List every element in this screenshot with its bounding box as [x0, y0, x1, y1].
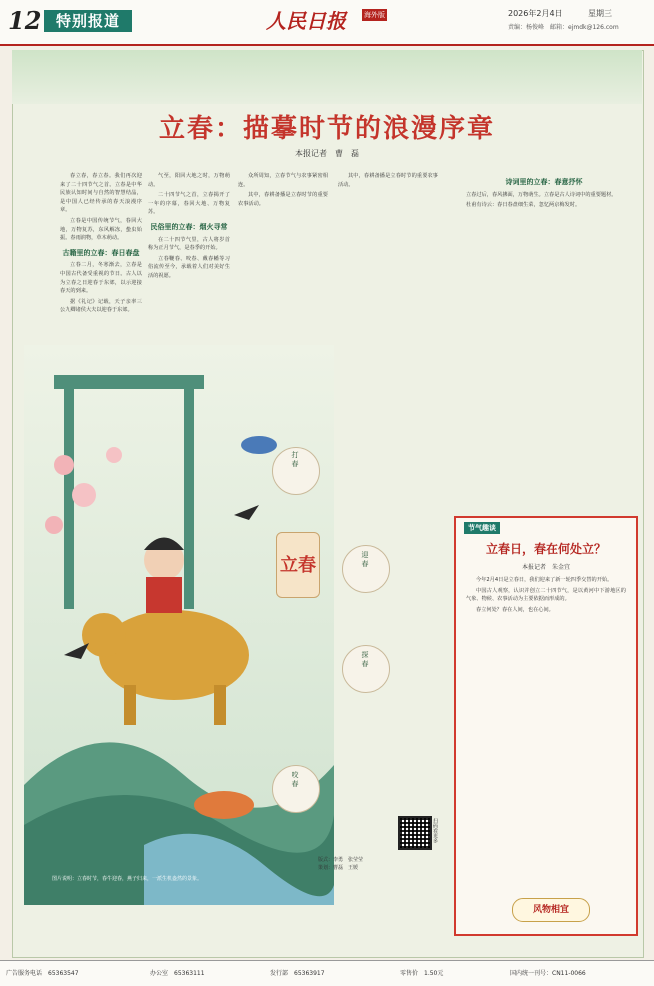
spring-banner [276, 532, 320, 598]
sidebar-title: 立春日，春在何处立？ [485, 542, 606, 556]
label-yaochun: 咬春 [291, 771, 299, 789]
paragraph: 立春二月，冬寒渐去，立春是中国古代备受重视的节日。古人以为立春之日迎春于东郊，以示迎接春天的到来。 [60, 262, 142, 295]
section-subhead: 民俗里的立春：烟火寻常 [150, 222, 228, 231]
label-yingchun: 迎春 [361, 551, 369, 569]
paragraph: 众所周知，立春节气与农事紧密相连。 [238, 173, 328, 188]
paragraph: 二十四节气之首，立春揭开了一年的序幕，春回大地、万物复苏。 [148, 192, 230, 216]
paragraph: 气至，阳回大地之时，万物萌动。 [148, 173, 230, 188]
footer-price: 零售价 1.50元 [400, 970, 444, 977]
article-title: 立春：描摹时节的浪漫序章 [158, 114, 495, 144]
sidebar-tag: 节气趣谈 [464, 522, 500, 534]
sidebar-article [454, 516, 638, 936]
image-caption: 图片说明：立春时节，春牛迎春，燕子归来，一派生机盎然的景象。 [52, 876, 203, 882]
sidebar-byline: 本报记者 朱金宜 [521, 564, 570, 571]
illustration-art [24, 345, 334, 905]
credit-plan: 策划：曹磊 王媛 [318, 865, 359, 871]
paragraph: 其中，春耕备播是立春时节的重要农事活动。 [238, 192, 328, 207]
page-number: 12 [8, 6, 42, 35]
sidebar-text [466, 576, 626, 876]
footer-ad-phone: 广告服务电话 65363547 [6, 970, 79, 977]
section-subhead: 诗词里的立春：春意抒怀 [505, 178, 583, 186]
paragraph: 立春是中国传统节气，春回大地，万物复苏，东风解冻，蛰虫始振。春雨润物，草木萌动。 [60, 217, 142, 242]
footer-bar [0, 960, 654, 986]
paragraph: 在二十四节气里，古人将岁首称为正月节气，是春季的开始。 [148, 236, 230, 252]
article-column-1 [60, 172, 142, 342]
credit-design: 版式：李勇 张莹莹 [318, 857, 364, 863]
paragraph: 其中，春耕备播是立春时节的重要农事活动。 [338, 173, 438, 188]
spring-banner-text: 立春 [280, 555, 316, 576]
decorative-top-band [12, 50, 642, 104]
issue-weekday: 星期三 [588, 9, 612, 18]
edition-tag: 海外版 [364, 11, 385, 19]
credits [318, 856, 363, 872]
editor-line: 责编：杨俊峰 邮箱：ejmdk@126.com [508, 24, 619, 31]
qr-note: 扫码看更多 [432, 818, 438, 843]
qr-code[interactable] [398, 816, 432, 850]
article-byline: 本报记者 曹 磊 [295, 149, 359, 158]
label-tanchun: 探春 [361, 651, 369, 669]
paper-name: 人民日报 [266, 9, 346, 33]
paragraph: 春立何处？春在人间，也在心间。 [476, 606, 554, 613]
article-column-5 [456, 172, 632, 502]
footer-issn: 国内统一刊号：CN11-0066 [510, 970, 586, 977]
paragraph: 春立春，春立春。我们再次迎来了二十四节气之首。立春是中华民族认知时间与自然的智慧结晶，是中国人已经传承的春天浪漫序章。 [60, 173, 142, 214]
section-badge: 特别报道 [44, 10, 132, 32]
label-dachun: 打春 [291, 451, 299, 469]
paragraph: 立春过后，春风拂面，万物萌生。立春是古人诗词中的重要题材。 [466, 191, 617, 198]
footer-distribution: 发行部 65363917 [270, 970, 325, 977]
paragraph: 今年2月4日是立春日，我们迎来了新一轮四季交替的开始。 [476, 577, 613, 583]
paragraph: 杜甫有诗云：春日春盘细生菜，忽忆两京梅发时。 [466, 202, 581, 209]
issue-date: 2026年2月4日 [508, 9, 563, 18]
paragraph: 立春鞭春、咬春、戴春幡等习俗流传至今，承载着人们对美好生活的祝愿。 [148, 255, 230, 279]
footer-office: 办公室 65363111 [150, 970, 205, 977]
sidebar-banner: 风物相宜 [512, 898, 590, 922]
paragraph: 据《礼记》记载，天子亲率三公九卿诸侯大夫以迎春于东郊。 [60, 298, 142, 314]
section-subhead: 古籍里的立春：春日春盘 [62, 248, 140, 257]
article-column-4 [338, 172, 438, 512]
paragraph: 中国古人观察，认识并创立二十四节气，是以黄河中下游地区的气象、物候、农事活动为主要依据而形成的。 [466, 587, 626, 603]
